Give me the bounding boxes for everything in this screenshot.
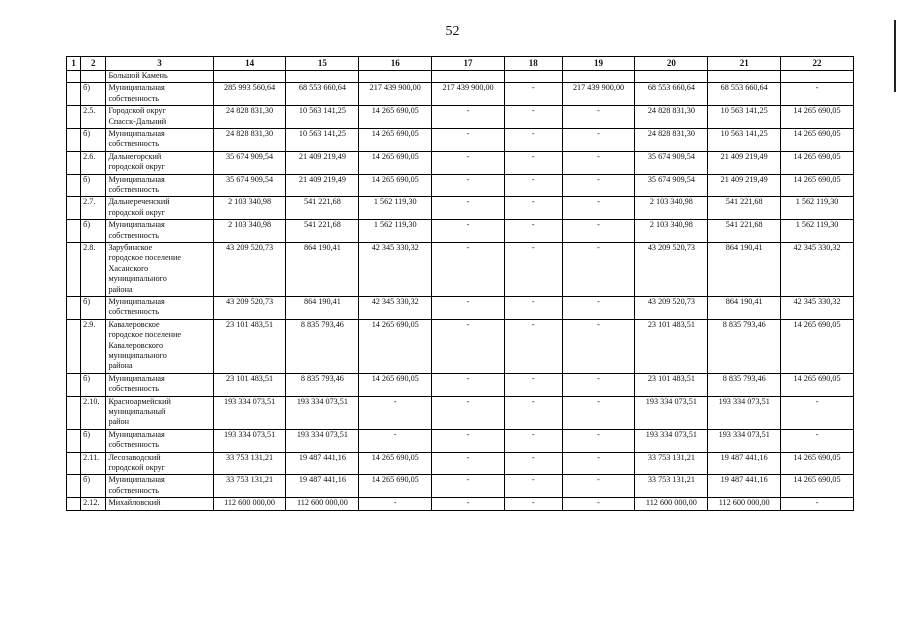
row-name-line: Большой Камень [108,71,168,80]
value-cell: 14 265 690,05 [359,151,432,174]
value-cell: 42 345 330,32 [781,296,854,319]
value-cell: - [562,174,635,197]
value-cell: 193 334 073,51 [635,429,708,452]
value-cell: - [432,373,505,396]
row-marker-cell [67,242,81,296]
value-cell: 8 835 793,46 [708,373,781,396]
value-cell: - [781,498,854,510]
value-cell: - [504,197,562,220]
row-name-line: городское поселение [108,330,182,340]
column-header: 17 [432,57,505,71]
value-cell: - [432,475,505,498]
value-cell: 19 487 441,16 [286,452,359,475]
row-name-line: Муниципальная [108,220,165,230]
row-number-cell: 2.7. [81,197,106,220]
value-cell [562,71,635,83]
value-cell: 43 209 520,73 [213,296,286,319]
value-cell: 24 828 831,30 [213,106,286,129]
value-cell: - [504,83,562,106]
column-header: 22 [781,57,854,71]
row-name-line: Муниципальная [108,296,165,306]
row-name-line: собственность [108,307,160,317]
value-cell: - [562,452,635,475]
value-cell: - [359,429,432,452]
row-name-cell [106,174,213,197]
row-name-line: Дальнереченский [108,197,170,207]
value-cell [781,71,854,83]
value-cell: 2 103 340,98 [213,220,286,243]
value-cell: 21 409 219,49 [286,174,359,197]
value-cell: - [504,498,562,510]
table-row [67,71,854,83]
value-cell: 193 334 073,51 [286,429,359,452]
value-cell: 1 562 119,30 [781,220,854,243]
value-cell: - [504,396,562,429]
value-cell: - [504,475,562,498]
row-name-line: Муниципальная [108,83,165,93]
value-cell: - [432,128,505,151]
row-number-cell: б) [81,128,106,151]
value-cell: 8 835 793,46 [286,319,359,373]
table-row [67,242,854,296]
value-cell [635,71,708,83]
value-cell: 864 190,41 [286,242,359,296]
row-name-cell [106,396,213,429]
row-marker-cell [67,220,81,243]
table-row [67,396,854,429]
table-row [67,106,854,129]
row-name-line: район [108,417,130,427]
value-cell: - [432,242,505,296]
value-cell: 23 101 483,51 [635,319,708,373]
value-cell: 24 828 831,30 [635,128,708,151]
column-header: 20 [635,57,708,71]
value-cell: - [781,83,854,106]
value-cell: 1 562 119,30 [359,197,432,220]
row-name-line: городской округ [108,207,166,217]
value-cell: 14 265 690,05 [781,174,854,197]
value-cell: 193 334 073,51 [213,429,286,452]
value-cell: - [359,396,432,429]
value-cell: 14 265 690,05 [359,128,432,151]
value-cell: - [504,452,562,475]
value-cell: 10 563 141,25 [286,128,359,151]
row-marker-cell [67,174,81,197]
budget-table [66,56,854,511]
value-cell: 33 753 131,21 [635,452,708,475]
row-name-line: Зарубинское [108,242,153,252]
value-cell: - [781,396,854,429]
value-cell: 217 439 900,00 [359,83,432,106]
value-cell: 33 753 131,21 [213,452,286,475]
row-number-cell: 2.9. [81,319,106,373]
value-cell: - [562,498,635,510]
value-cell: 112 600 000,00 [635,498,708,510]
value-cell: 541 221,68 [286,197,359,220]
value-cell: - [781,429,854,452]
row-marker-cell [67,452,81,475]
value-cell: 2 103 340,98 [635,197,708,220]
row-number-cell: б) [81,174,106,197]
value-cell: 19 487 441,16 [286,475,359,498]
value-cell: 112 600 000,00 [286,498,359,510]
value-cell: 43 209 520,73 [635,296,708,319]
value-cell: 14 265 690,05 [359,373,432,396]
row-name-line: района [108,361,133,371]
row-name-line: Лесозаводский [108,452,161,462]
row-number-cell: б) [81,373,106,396]
value-cell: 14 265 690,05 [781,106,854,129]
value-cell: 193 334 073,51 [213,396,286,429]
row-number-cell: б) [81,475,106,498]
table-row [67,452,854,475]
value-cell: - [562,429,635,452]
header-row [67,57,854,71]
row-name-cell [106,452,213,475]
value-cell: - [432,498,505,510]
value-cell: - [432,106,505,129]
row-name-line: собственность [108,93,160,103]
value-cell: - [504,429,562,452]
value-cell: 23 101 483,51 [213,319,286,373]
row-marker-cell [67,197,81,220]
value-cell: - [504,242,562,296]
value-cell: - [562,396,635,429]
table-row [67,174,854,197]
row-name-line: собственность [108,230,160,240]
table-row [67,373,854,396]
table-row [67,319,854,373]
value-cell: - [432,220,505,243]
value-cell: - [562,242,635,296]
value-cell: - [504,128,562,151]
value-cell: 285 993 560,64 [213,83,286,106]
page-number: 52 [445,24,460,39]
value-cell: - [432,319,505,373]
row-name-cell [106,128,213,151]
value-cell: 14 265 690,05 [781,452,854,475]
row-name-cell [106,106,213,129]
row-name-cell [106,319,213,373]
row-name-cell [106,296,213,319]
row-marker-cell [67,151,81,174]
table-row [67,197,854,220]
value-cell: 541 221,68 [708,197,781,220]
value-cell: - [562,296,635,319]
row-number-cell: 2.12. [81,498,106,510]
value-cell: 541 221,68 [708,220,781,243]
row-name-line: собственность [108,440,160,450]
value-cell: 14 265 690,05 [781,475,854,498]
value-cell: 193 334 073,51 [708,396,781,429]
table-row [67,83,854,106]
value-cell: - [504,106,562,129]
value-cell: 193 334 073,51 [286,396,359,429]
row-name-cell [106,373,213,396]
value-cell [708,71,781,83]
row-marker-cell [67,396,81,429]
row-name-cell [106,429,213,452]
row-name-line: городское поселение [108,253,182,263]
value-cell: 1 562 119,30 [359,220,432,243]
row-name-line: собственность [108,139,160,149]
value-cell: 42 345 330,32 [359,296,432,319]
row-name-cell [106,242,213,296]
value-cell: 864 190,41 [708,242,781,296]
row-number-cell: б) [81,296,106,319]
value-cell: 193 334 073,51 [708,429,781,452]
row-number-cell: 2.8. [81,242,106,296]
value-cell: 2 103 340,98 [635,220,708,243]
value-cell: 14 265 690,05 [781,373,854,396]
value-cell: 33 753 131,21 [635,475,708,498]
row-name-cell [106,71,213,83]
value-cell: - [562,475,635,498]
value-cell: - [359,498,432,510]
value-cell: 14 265 690,05 [781,128,854,151]
value-cell: 541 221,68 [286,220,359,243]
value-cell: - [504,296,562,319]
value-cell: 35 674 909,54 [635,174,708,197]
column-header: 19 [562,57,635,71]
row-marker-cell [67,319,81,373]
row-name-line: муниципальный [108,406,166,416]
value-cell: 10 563 141,25 [708,106,781,129]
value-cell [432,71,505,83]
row-marker-cell [67,373,81,396]
value-cell: - [432,151,505,174]
value-cell: - [432,452,505,475]
value-cell: 68 553 660,64 [635,83,708,106]
row-name-cell [106,197,213,220]
column-header: 16 [359,57,432,71]
value-cell: 23 101 483,51 [213,373,286,396]
value-cell: 19 487 441,16 [708,452,781,475]
value-cell: 8 835 793,46 [286,373,359,396]
value-cell: 43 209 520,73 [635,242,708,296]
value-cell: - [504,174,562,197]
value-cell: - [562,128,635,151]
row-marker-cell [67,83,81,106]
value-cell: - [432,197,505,220]
row-name-line: Дальнегорский [108,151,162,161]
margin-rule [894,20,896,92]
value-cell [359,71,432,83]
row-name-line: Красноармейский [108,396,171,406]
value-cell: 112 600 000,00 [213,498,286,510]
value-cell: 2 103 340,98 [213,197,286,220]
value-cell: 14 265 690,05 [359,319,432,373]
value-cell: - [562,106,635,129]
row-number-cell: 2.6. [81,151,106,174]
row-name-line: собственность [108,384,160,394]
row-name-line: Городской округ [108,106,166,116]
row-name-cell [106,83,213,106]
value-cell: 217 439 900,00 [432,83,505,106]
value-cell: 864 190,41 [286,296,359,319]
value-cell: 8 835 793,46 [708,319,781,373]
value-cell: 14 265 690,05 [359,452,432,475]
value-cell: 68 553 660,64 [708,83,781,106]
row-number-cell: 2.10. [81,396,106,429]
value-cell: - [432,429,505,452]
column-header: 21 [708,57,781,71]
value-cell: - [432,174,505,197]
table-row [67,475,854,498]
column-header: 3 [106,57,213,71]
table-row [67,128,854,151]
value-cell: 21 409 219,49 [286,151,359,174]
value-cell: 24 828 831,30 [213,128,286,151]
value-cell: 112 600 000,00 [708,498,781,510]
row-name-line: городской округ [108,162,166,172]
row-name-line: Кавалеровского [108,340,164,350]
row-name-line: Спасск-Дальний [108,116,167,126]
value-cell: 14 265 690,05 [359,174,432,197]
value-cell [213,71,286,83]
row-name-cell [106,498,213,510]
value-cell: 14 265 690,05 [781,319,854,373]
value-cell: 1 562 119,30 [781,197,854,220]
value-cell: 23 101 483,51 [635,373,708,396]
value-cell: 864 190,41 [708,296,781,319]
column-header: 14 [213,57,286,71]
row-name-line: городской округ [108,462,166,472]
table-row [67,220,854,243]
row-name-line: собственность [108,184,160,194]
value-cell [286,71,359,83]
table-row [67,498,854,510]
row-number-cell: б) [81,220,106,243]
row-name-line: Кавалеровское [108,319,160,329]
value-cell: - [504,151,562,174]
value-cell: 42 345 330,32 [359,242,432,296]
value-cell: 10 563 141,25 [286,106,359,129]
row-number-cell: б) [81,429,106,452]
value-cell: 14 265 690,05 [359,106,432,129]
row-number-cell [81,71,106,83]
value-cell: - [562,220,635,243]
row-name-line: муниципального [108,274,167,284]
value-cell: - [562,373,635,396]
row-name-line: Муниципальная [108,475,165,485]
value-cell: 21 409 219,49 [708,174,781,197]
row-name-line: Муниципальная [108,174,165,184]
value-cell: 42 345 330,32 [781,242,854,296]
value-cell: 14 265 690,05 [781,151,854,174]
value-cell: 14 265 690,05 [359,475,432,498]
value-cell: - [504,373,562,396]
row-number-cell: б) [81,83,106,106]
value-cell: - [562,319,635,373]
row-name-line: Муниципальная [108,429,165,439]
row-marker-cell [67,71,81,83]
row-name-line: Муниципальная [108,373,165,383]
row-name-line: собственность [108,485,160,495]
value-cell: 68 553 660,64 [286,83,359,106]
row-name-line: Михайловский [108,498,161,508]
row-name-cell [106,220,213,243]
row-marker-cell [67,106,81,129]
value-cell: 193 334 073,51 [635,396,708,429]
column-header: 1 [67,57,81,71]
row-name-line: Хасанского [108,263,149,273]
row-marker-cell [67,296,81,319]
value-cell: 217 439 900,00 [562,83,635,106]
value-cell: - [504,220,562,243]
row-name-line: Муниципальная [108,128,165,138]
value-cell: 21 409 219,49 [708,151,781,174]
value-cell: 10 563 141,25 [708,128,781,151]
row-marker-cell [67,475,81,498]
row-name-line: района [108,284,133,294]
row-marker-cell [67,128,81,151]
value-cell: - [504,319,562,373]
value-cell: 35 674 909,54 [213,151,286,174]
table-row [67,296,854,319]
table-row [67,429,854,452]
row-number-cell: 2.5. [81,106,106,129]
value-cell: 24 828 831,30 [635,106,708,129]
value-cell: 43 209 520,73 [213,242,286,296]
column-header: 18 [504,57,562,71]
row-marker-cell [67,498,81,510]
value-cell: - [562,197,635,220]
column-header: 15 [286,57,359,71]
value-cell: - [562,151,635,174]
row-name-cell [106,475,213,498]
row-name-cell [106,151,213,174]
row-marker-cell [67,429,81,452]
value-cell [504,71,562,83]
value-cell: - [432,396,505,429]
row-number-cell: 2.11. [81,452,106,475]
column-header: 2 [81,57,106,71]
row-name-line: муниципального [108,350,167,360]
table-row [67,151,854,174]
value-cell: - [432,296,505,319]
value-cell: 33 753 131,21 [213,475,286,498]
value-cell: 19 487 441,16 [708,475,781,498]
value-cell: 35 674 909,54 [635,151,708,174]
value-cell: 35 674 909,54 [213,174,286,197]
